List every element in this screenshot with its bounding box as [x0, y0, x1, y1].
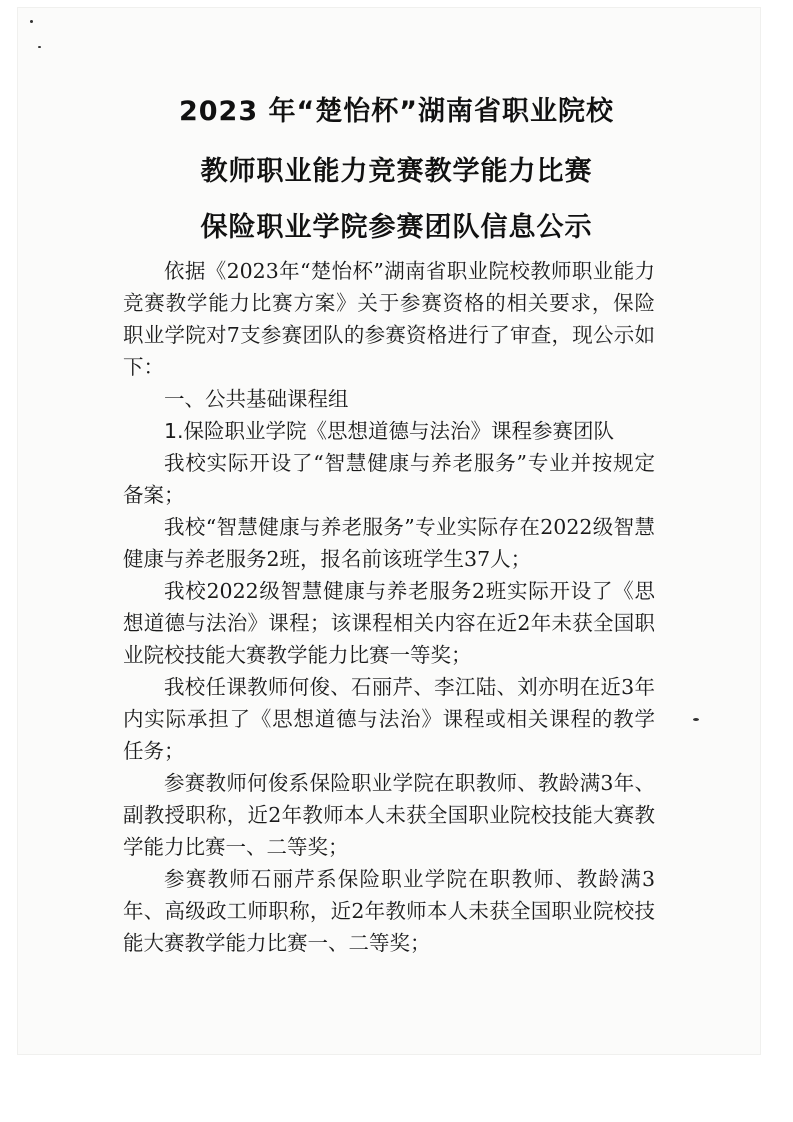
body-paragraph: 我校任课教师何俊、石丽芹、李江陆、刘亦明在近3年内实际承担了《思想道德与法治》课程或相关课程的教学任务；	[123, 675, 655, 763]
body-paragraph: 参赛教师石丽芹系保险职业学院在职教师、教龄满3年、高级政工师职称，近2年教师本人未获全国职业院校技能大赛教学能力比赛一、二等奖；	[123, 867, 655, 955]
body-paragraph: 我校实际开设了“智慧健康与养老服务”专业并按规定备案；	[123, 451, 655, 507]
body-paragraph: 参赛教师何俊系保险职业学院在职教师、教龄满3年、副教授职称，近2年教师本人未获全国职业院校技能大赛教学能力比赛一、二等奖；	[123, 771, 655, 859]
document-body	[123, 255, 655, 959]
scan-speck	[38, 46, 41, 48]
section-heading: 一、公共基础课程组	[164, 387, 349, 411]
body-paragraph: 我校“智慧健康与养老服务”专业实际存在2022级智慧健康与养老服务2班，报名前该班学生37人；	[123, 515, 655, 571]
document-title-line-1: 2023 年“楚怡杯”湖南省职业院校	[178, 96, 615, 127]
intro-paragraph: 依据《2023年“楚怡杯”湖南省职业院校教师职业能力竞赛教学能力比赛方案》关于参赛资格的相关要求，保险职业学院对7支参赛团队的参赛资格进行了审查，现公示如下：	[123, 259, 655, 379]
team-heading: 1.保险职业学院《思想道德与法治》课程参赛团队	[164, 419, 615, 443]
document-title-line-2: 教师职业能力竞赛教学能力比赛	[200, 156, 593, 187]
scan-speck	[693, 718, 699, 721]
body-paragraph: 我校2022级智慧健康与养老服务2班实际开设了《思想道德与法治》课程；该课程相关内容在近2年未获全国职业院校技能大赛教学能力比赛一等奖；	[123, 579, 655, 667]
scan-speck	[30, 20, 33, 23]
document-title-line-3: 保险职业学院参赛团队信息公示	[200, 212, 593, 243]
